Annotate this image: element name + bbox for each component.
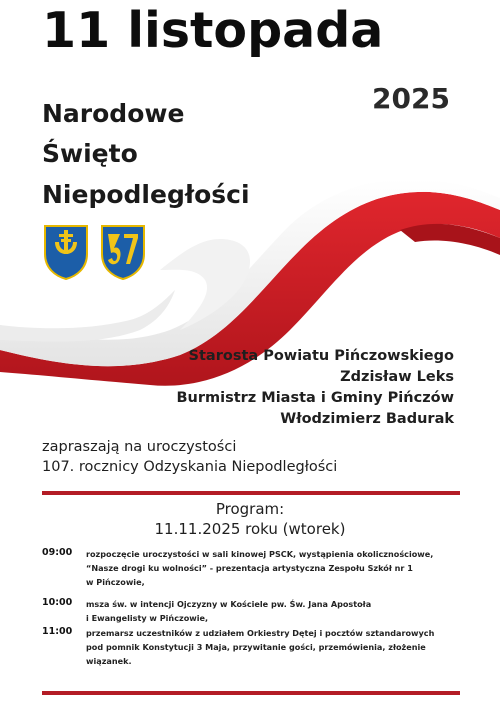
invitation-line-1: zapraszają na uroczystości bbox=[42, 439, 237, 455]
gmina-crest-icon bbox=[100, 224, 146, 280]
program-line: msza św. w intencji Ojczyzny w Kościele pw. Św. Jana Apostoła bbox=[86, 599, 372, 609]
organizer-name-2: Włodzimierz Badurak bbox=[280, 411, 454, 427]
organizer-title-2: Burmistrz Miasta i Gminy Pińczów bbox=[176, 390, 454, 406]
program-line: pod pomnik Konstytucji 3 Maja, przywitanie gości, przemówienia, złożenie bbox=[86, 642, 426, 652]
organizer-title-1: Starosta Powiatu Pińczowskiego bbox=[188, 348, 454, 364]
program-line: i Ewangelisty w Pińczowie, bbox=[86, 613, 209, 623]
holiday-line-2: Święto bbox=[42, 139, 138, 168]
invitation-line-2: 107. rocznicy Odzyskania Niepodległości bbox=[42, 459, 338, 475]
holiday-line-3: Niepodległości bbox=[42, 180, 250, 209]
powiat-crest-icon bbox=[43, 224, 89, 280]
program-heading: Program: bbox=[215, 500, 285, 518]
organizer-name-1: Zdzisław Leks bbox=[340, 369, 454, 385]
holiday-line-1: Narodowe bbox=[42, 99, 185, 128]
program-time: 11:00 bbox=[42, 626, 73, 637]
program-date: 11.11.2025 roku (wtorek) bbox=[154, 520, 346, 538]
page-title: 11 listopada bbox=[42, 2, 384, 59]
program-line: “Nasze drogi ku wolności” - prezentacja artystyczna Zespołu Szkół nr 1 bbox=[86, 563, 413, 573]
program-line: przemarsz uczestników z udziałem Orkiestry Dętej i pocztów sztandarowych bbox=[86, 628, 435, 638]
program-line: rozpoczęcie uroczystości w sali kinowej PSCK, wystąpienia okolicznościowe, bbox=[86, 549, 434, 559]
program-description bbox=[86, 626, 466, 668]
year-label: 2025 bbox=[372, 82, 450, 115]
program-description bbox=[86, 597, 466, 625]
program-line: wiązanek. bbox=[86, 656, 132, 666]
program-line: w Pińczowie, bbox=[86, 577, 145, 587]
program-description bbox=[86, 547, 466, 589]
divider-top bbox=[42, 491, 460, 495]
program-time: 09:00 bbox=[42, 547, 73, 558]
divider-bottom bbox=[42, 691, 460, 695]
program-time: 10:00 bbox=[42, 597, 73, 608]
